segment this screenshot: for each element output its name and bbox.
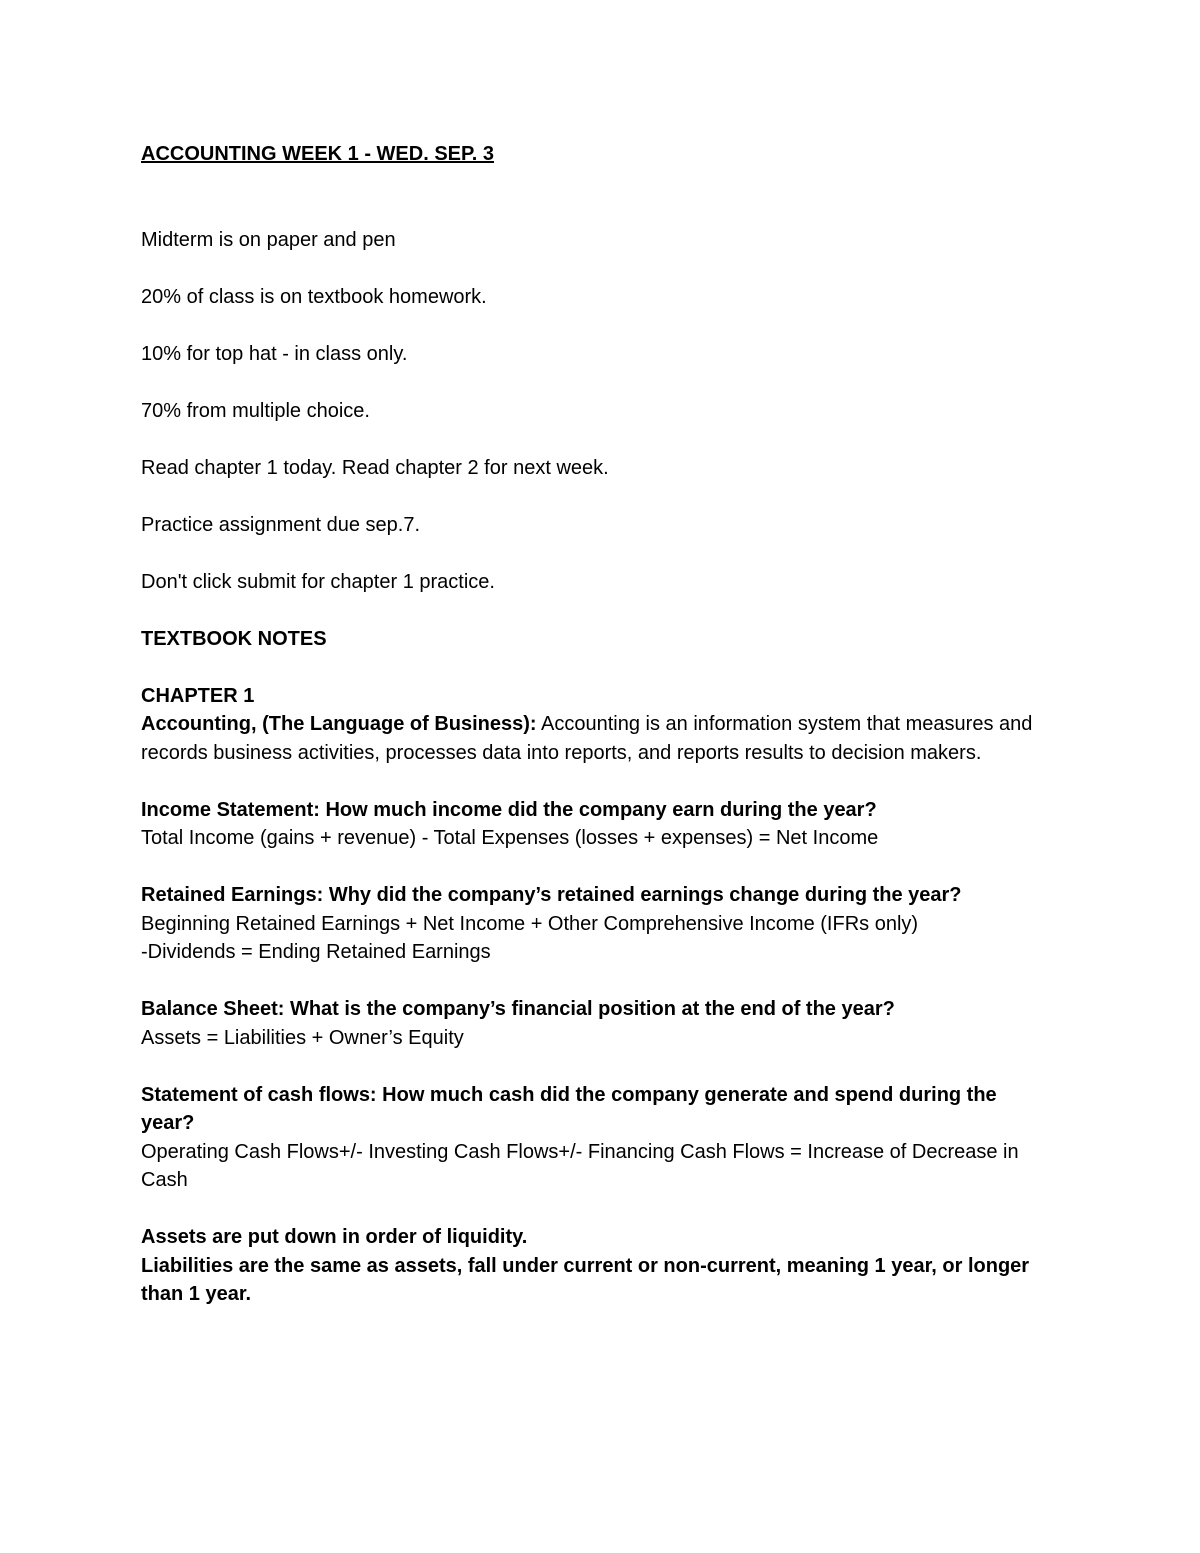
note-practice-due: Practice assignment due sep.7.: [141, 513, 421, 536]
document-title: ACCOUNTING WEEK 1 - WED. SEP. 3: [141, 143, 495, 165]
accounting-term: Accounting, (The Language of Business):: [141, 713, 537, 735]
accounting-definition-block: [141, 682, 1041, 768]
liabilities-note: Liabilities are the same as assets, fall under current or non-current, meaning 1 year, or longer than 1 year.: [141, 1254, 1030, 1305]
cash-flows-question: Statement of cash flows: How much cash did the company generate and spend during the year?: [141, 1083, 997, 1134]
retained-earnings-formula-1: Beginning Retained Earnings + Net Income + Other Comprehensive Income (IFRs only): [141, 912, 919, 935]
note-midterm: Midterm is on paper and pen: [141, 228, 396, 251]
cash-flows-formula: Operating Cash Flows+/- Investing Cash Flows+/- Financing Cash Flows = Increase of Decrease in Cash: [141, 1140, 1019, 1191]
balance-sheet-question: Balance Sheet: What is the company’s financial position at the end of the year?: [141, 998, 895, 1020]
balance-sheet-formula: Assets = Liabilities + Owner’s Equity: [141, 1026, 464, 1049]
retained-earnings-question: Retained Earnings: Why did the company’s retained earnings change during the year?: [141, 884, 962, 906]
assets-liquidity-note: Assets are put down in order of liquidity.: [141, 1226, 528, 1248]
textbook-notes-heading: TEXTBOOK NOTES: [141, 627, 327, 650]
balance-sheet-block: [141, 995, 1041, 1052]
note-dont-submit: Don't click submit for chapter 1 practice.: [141, 570, 495, 593]
retained-earnings-block: [141, 881, 1041, 967]
chapter-heading: CHAPTER 1: [141, 684, 255, 707]
income-statement-block: [141, 796, 1041, 853]
accounting-definition: Accounting is an information system that measures and records business activities, processes data into reports, and reports results to decision makers.: [141, 713, 1033, 764]
retained-earnings-formula-2: -Dividends = Ending Retained Earnings: [141, 941, 491, 963]
document-page: [141, 140, 1041, 1337]
note-homework: 20% of class is on textbook homework.: [141, 285, 487, 308]
income-statement-formula: Total Income (gains + revenue) - Total Expenses (losses + expenses) = Net Income: [141, 827, 879, 849]
cash-flows-block: [141, 1081, 1041, 1195]
note-multiple-choice: 70% from multiple choice.: [141, 399, 370, 422]
note-reading: Read chapter 1 today. Read chapter 2 for next week.: [141, 456, 609, 479]
income-statement-question: Income Statement: How much income did the company earn during the year?: [141, 798, 877, 821]
closing-notes-block: [141, 1223, 1041, 1309]
note-top-hat: 10% for top hat - in class only.: [141, 342, 408, 365]
